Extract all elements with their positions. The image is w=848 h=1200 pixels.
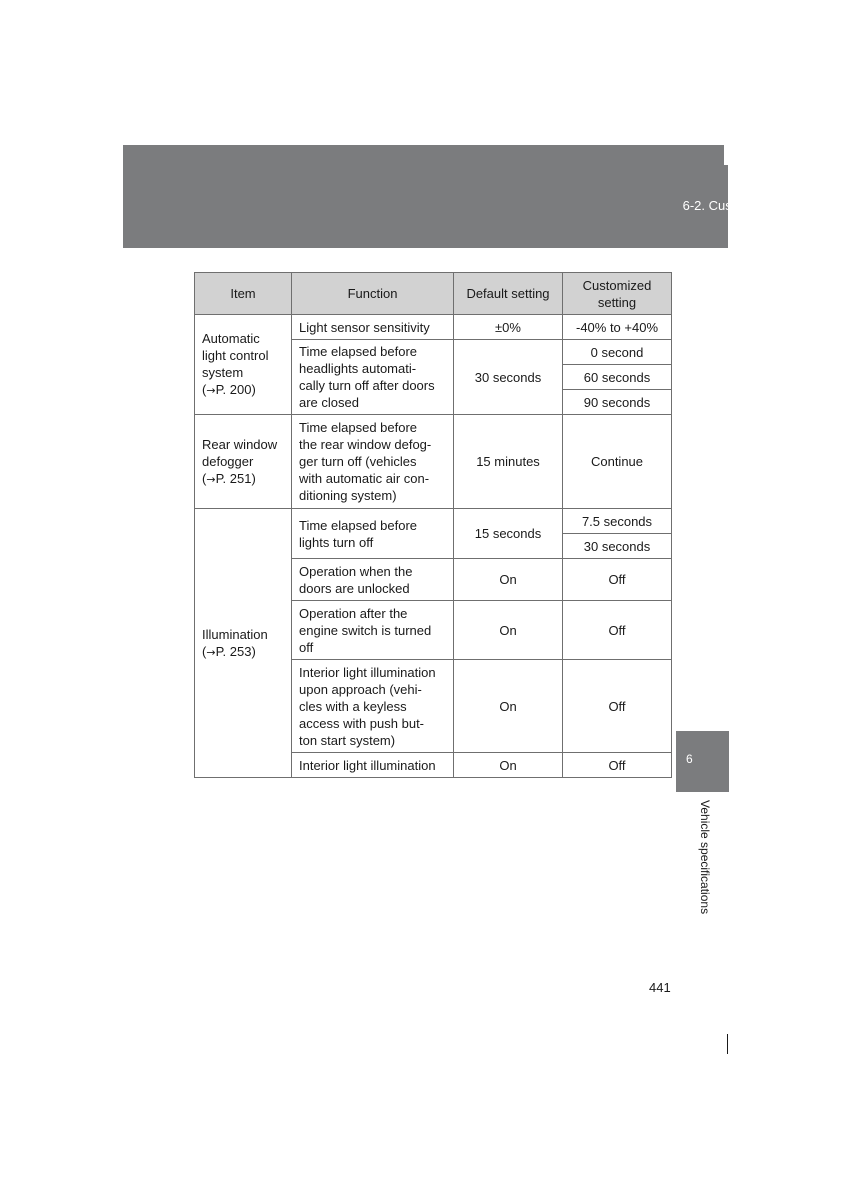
item-ref: (→P. 251) [202,470,256,486]
function-line: upon approach (vehi- [299,681,422,697]
item-ref: (→P. 253) [202,643,256,659]
function-line: Time elapsed before [299,420,418,435]
default-cell: 15 minutes [454,415,563,509]
default-cell: On [454,753,563,778]
function-line: are closed [299,395,359,410]
custom-cell: 60 seconds [563,365,672,390]
function-cell [292,315,454,340]
custom-cell: Continue [563,415,672,509]
custom-cell: Off [563,601,672,660]
table-row [195,315,672,340]
item-line: Rear window [202,436,278,452]
function-cell [292,509,454,559]
function-cell [292,660,454,753]
function-line: cles with a keyless [299,698,407,714]
item-line: defogger [202,453,254,469]
ref-page: P. 251 [215,470,252,486]
default-cell: 30 seconds [454,340,563,415]
page-number: 441 [649,980,671,995]
table-row [195,509,672,534]
column-header-customized: Customized setting [563,273,672,315]
custom-cell: Off [563,753,672,778]
function-line: lights turn off [299,534,374,550]
item-cell [195,509,292,778]
function-line: doors are unlocked [299,580,410,596]
default-cell: ±0% [454,315,563,340]
function-line: access with push but- [299,715,425,731]
right-arrow-icon: → [206,384,216,397]
custom-cell: 30 seconds [563,534,672,559]
chapter-tab [676,731,729,792]
custom-cell: Off [563,559,672,601]
item-line: Automatic [202,331,260,346]
function-line: the rear window defog- [299,437,432,452]
function-line: ger turn off (vehicles [299,454,417,469]
function-cell [292,559,454,601]
function-line: Time elapsed before [299,517,418,533]
default-cell: 15 seconds [454,509,563,559]
custom-cell: 7.5 seconds [563,509,672,534]
chapter-tab-number: 6 [686,752,693,766]
function-line: ditioning system) [299,488,397,503]
header-band [123,145,728,248]
table-header-row [195,273,672,315]
function-line: Light sensor sensitivity [299,319,430,335]
function-line: Operation after the [299,605,408,621]
item-cell [195,415,292,509]
item-ref: (→P. 200) [202,382,256,397]
table-row [195,415,672,509]
column-header-item: Item [195,273,292,315]
function-line: Interior light illumination [299,664,436,680]
function-cell [292,753,454,778]
function-line: off [299,639,314,655]
function-line: headlights automati- [299,361,417,376]
function-line: cally turn off after doors [299,378,435,393]
function-cell [292,340,454,415]
item-line: Illumination [202,626,268,642]
default-cell: On [454,559,563,601]
custom-cell: Off [563,660,672,753]
ref-page: P. 253 [215,643,252,659]
default-cell: On [454,601,563,660]
column-header-function: Function [292,273,454,315]
function-line: ton start system) [299,732,396,748]
function-line: with automatic air con- [299,471,430,486]
function-line: Operation when the [299,563,413,579]
default-cell: On [454,660,563,753]
customization-table [194,272,672,778]
custom-cell: 0 second [563,340,672,365]
function-cell [292,601,454,660]
right-arrow-icon: → [206,645,216,659]
header-corner-tick [724,145,728,165]
function-line: Interior light illumination [299,757,436,773]
section-title: 6-2. Customization [682,198,791,213]
ref-page: P. 200 [215,382,252,397]
margin-rule [727,1034,728,1054]
item-line: light control [202,348,269,363]
item-cell [195,315,292,415]
function-line: engine switch is turned [299,622,432,638]
function-cell [292,415,454,509]
custom-cell: -40% to +40% [563,315,672,340]
chapter-tab-label: Vehicle specifications [698,800,712,915]
item-line: system [202,365,244,380]
custom-cell: 90 seconds [563,390,672,415]
function-line: Time elapsed before [299,344,418,359]
right-arrow-icon: → [206,472,216,486]
column-header-default: Default setting [454,273,563,315]
